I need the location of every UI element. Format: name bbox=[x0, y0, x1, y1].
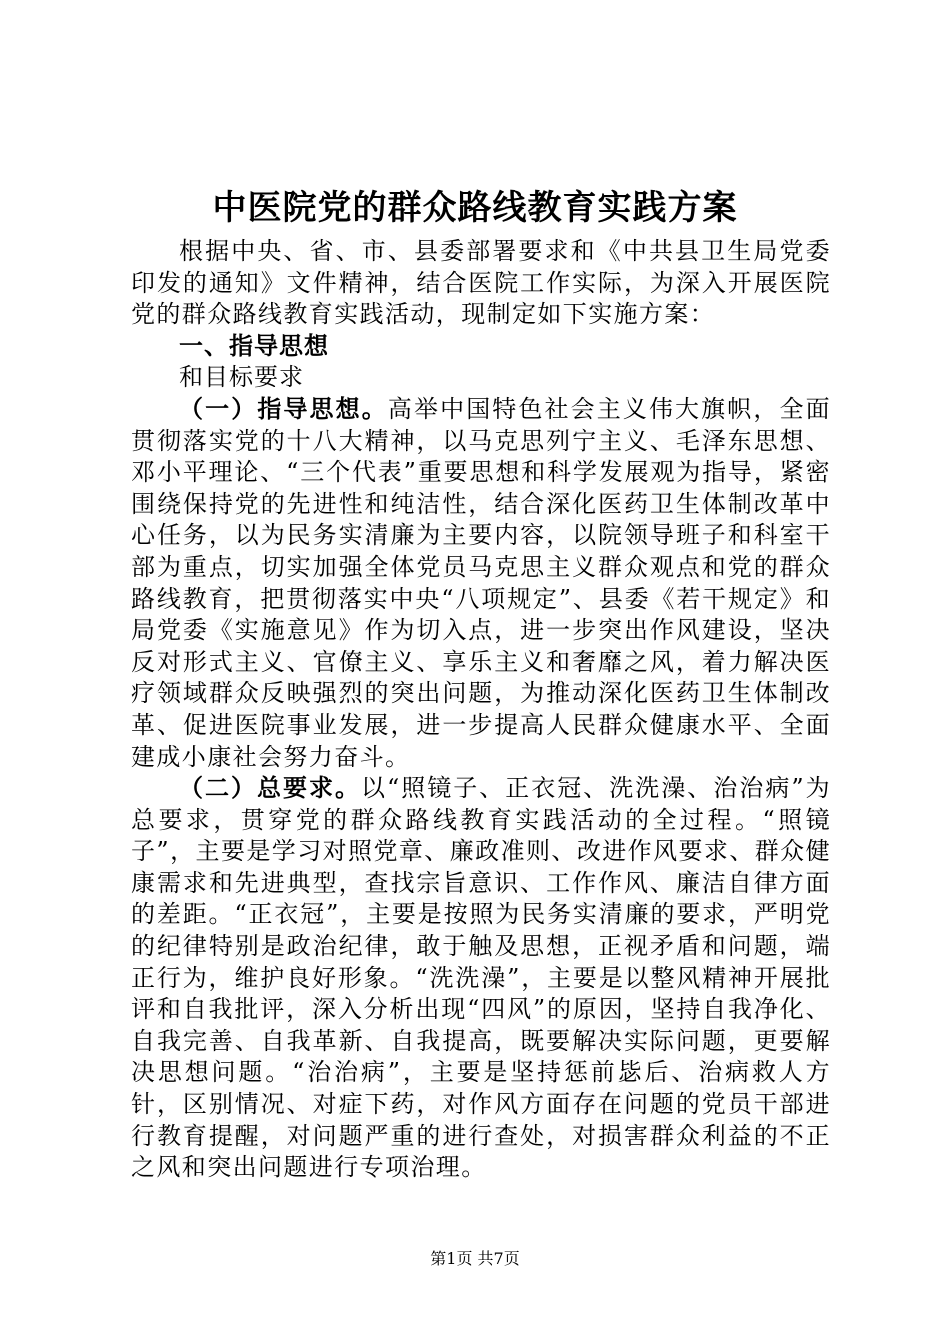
item-general-requirements bbox=[131, 773, 831, 1184]
item-lead: （一）指导思想。 bbox=[179, 394, 388, 423]
page-footer: 第1页 共7页 bbox=[430, 1249, 520, 1268]
document-body bbox=[131, 236, 831, 1184]
item-guiding-ideology bbox=[131, 394, 831, 773]
intro-paragraph: 根据中央、省、市、县委部署要求和《中共县卫生局党委印发的通知》文件精神，结合医院工作实际，为深入开展医院党的群众路线教育实践活动，现制定如下实施方案： bbox=[131, 237, 831, 329]
item-text: 以“照镜子、正衣冠、洗洗澡、治治病”为总要求，贯穿党的群众路线教育实践活动的全过程。“照镜子”，主要是学习对照党章、廉政准则、改进作风要求、群众健康需求和先进典型，查找宗旨意识、工作作风、廉洁自律方面的差距。“正衣冠”，主要是按照为民务实清廉的要求，严明党的纪律特别是政治纪律，敢于触及思想，正视矛盾和问题，端正行为，维护良好形象。“洗洗澡”，主要是以整风精神开展批评和自我批评，深入分析出现“四风”的原因，坚持自我净化、自我完善、自我革新、自我提高，既要解决实际问题，更要解决思想问题。“治治病”，主要是坚持惩前毖后、治病救人方针，区别情况、对症下药，对作风方面存在问题的党员干部进行教育提醒，对问题严重的进行查处，对损害群众利益的不正之风和突出问题进行专项治理。 bbox=[131, 774, 831, 1182]
document-title: 中医院党的群众路线教育实践方案 bbox=[212, 188, 738, 228]
item-lead: （二）总要求。 bbox=[179, 774, 362, 803]
section-heading-continuation: 和目标要求 bbox=[179, 363, 304, 392]
item-text: 高举中国特色社会主义伟大旗帜，全面贯彻落实党的十八大精神，以马克思列宁主义、毛泽东思想、邓小平理论、“三个代表”重要思想和科学发展观为指导，紧密围绕保持党的先进性和纯洁性，结合深化医药卫生体制改革中心任务，以为民务实清廉为主要内容，以院领导班子和科室干部为重点，切实加强全体党员马克思主义群众观点和党的群众路线教育，把贯彻落实中央“八项规定”、县委《若干规定》和局党委《实施意见》作为切入点，进一步突出作风建设，坚决反对形式主义、官僚主义、享乐主义和奢靡之风，着力解决医疗领域群众反映强烈的突出问题，为推动深化医药卫生体制改革、促进医院事业发展，进一步提高人民群众健康水平、全面建成小康社会努力奋斗。 bbox=[131, 394, 831, 771]
section-heading: 一、指导思想 bbox=[179, 331, 329, 360]
